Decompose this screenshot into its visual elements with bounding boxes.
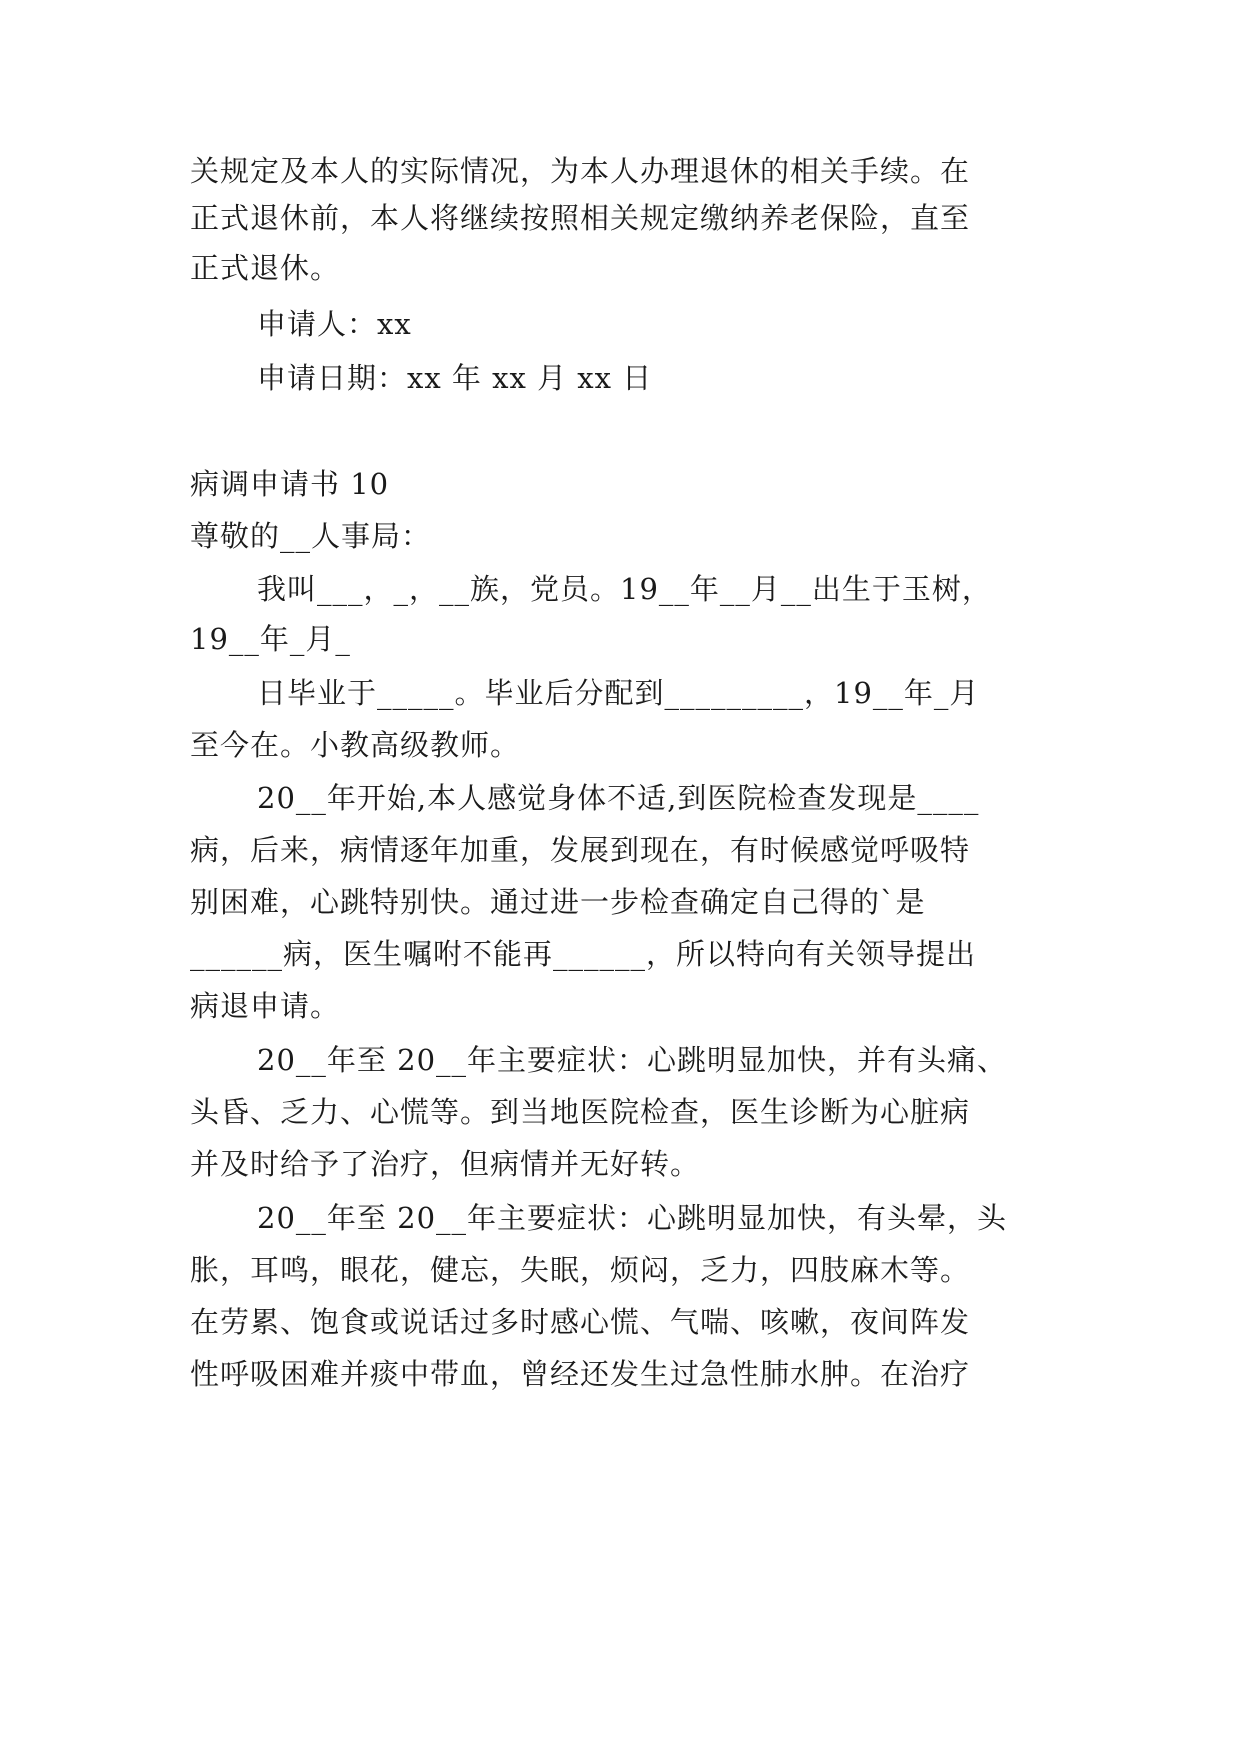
salutation: 尊敬的__人事局：	[190, 519, 432, 553]
text-line: ______病，医生嘱咐不能再______，所以特向有关领导提出	[190, 937, 977, 971]
text-line: 日毕业于_____。毕业后分配到_________，19__年_月	[257, 676, 980, 710]
text-line: 并及时给予了治疗，但病情并无好转。	[190, 1147, 701, 1181]
text-line: 别困难，心跳特别快。通过进一步检查确定自己得的`是	[190, 885, 926, 919]
text-line: 病退申请。	[190, 989, 341, 1023]
text-line: 至今在。小教高级教师。	[190, 728, 521, 762]
text-line: 头昏、乏力、心慌等。到当地医院检查，医生诊断为心脏病	[190, 1095, 971, 1129]
text-line: 20__年至 20__年主要症状：心跳明显加快，并有头痛、	[257, 1043, 1008, 1077]
applicant-line: 申请人：xx	[257, 307, 412, 341]
text-line: 关规定及本人的实际情况，为本人办理退休的相关手续。在	[190, 154, 971, 188]
text-line: 20__年至 20__年主要症状：心跳明显加快，有头晕，头	[257, 1201, 1008, 1235]
text-line: 19__年_月_	[190, 622, 351, 656]
text-line: 正式退休。	[190, 251, 341, 285]
text-line: 在劳累、饱食或说话过多时感心慌、气喘、咳嗽，夜间阵发	[190, 1305, 971, 1339]
date-line: 申请日期：xx 年 xx 月 xx 日	[257, 361, 653, 395]
text-line: 我叫___，_，__族，党员。19__年__月__出生于玉树，	[257, 572, 992, 606]
text-line: 胀，耳鸣，眼花，健忘，失眠，烦闷，乏力，四肢麻木等。	[190, 1253, 971, 1287]
text-line: 病，后来，病情逐年加重，发展到现在，有时候感觉呼吸特	[190, 833, 971, 867]
text-line: 正式退休前，本人将继续按照相关规定缴纳养老保险，直至	[190, 201, 971, 235]
letter-title: 病调申请书 10	[190, 467, 390, 501]
text-line: 性呼吸困难并痰中带血，曾经还发生过急性肺水肿。在治疗	[190, 1357, 971, 1391]
text-line: 20__年开始,本人感觉身体不适,到医院检查发现是____	[257, 781, 980, 815]
